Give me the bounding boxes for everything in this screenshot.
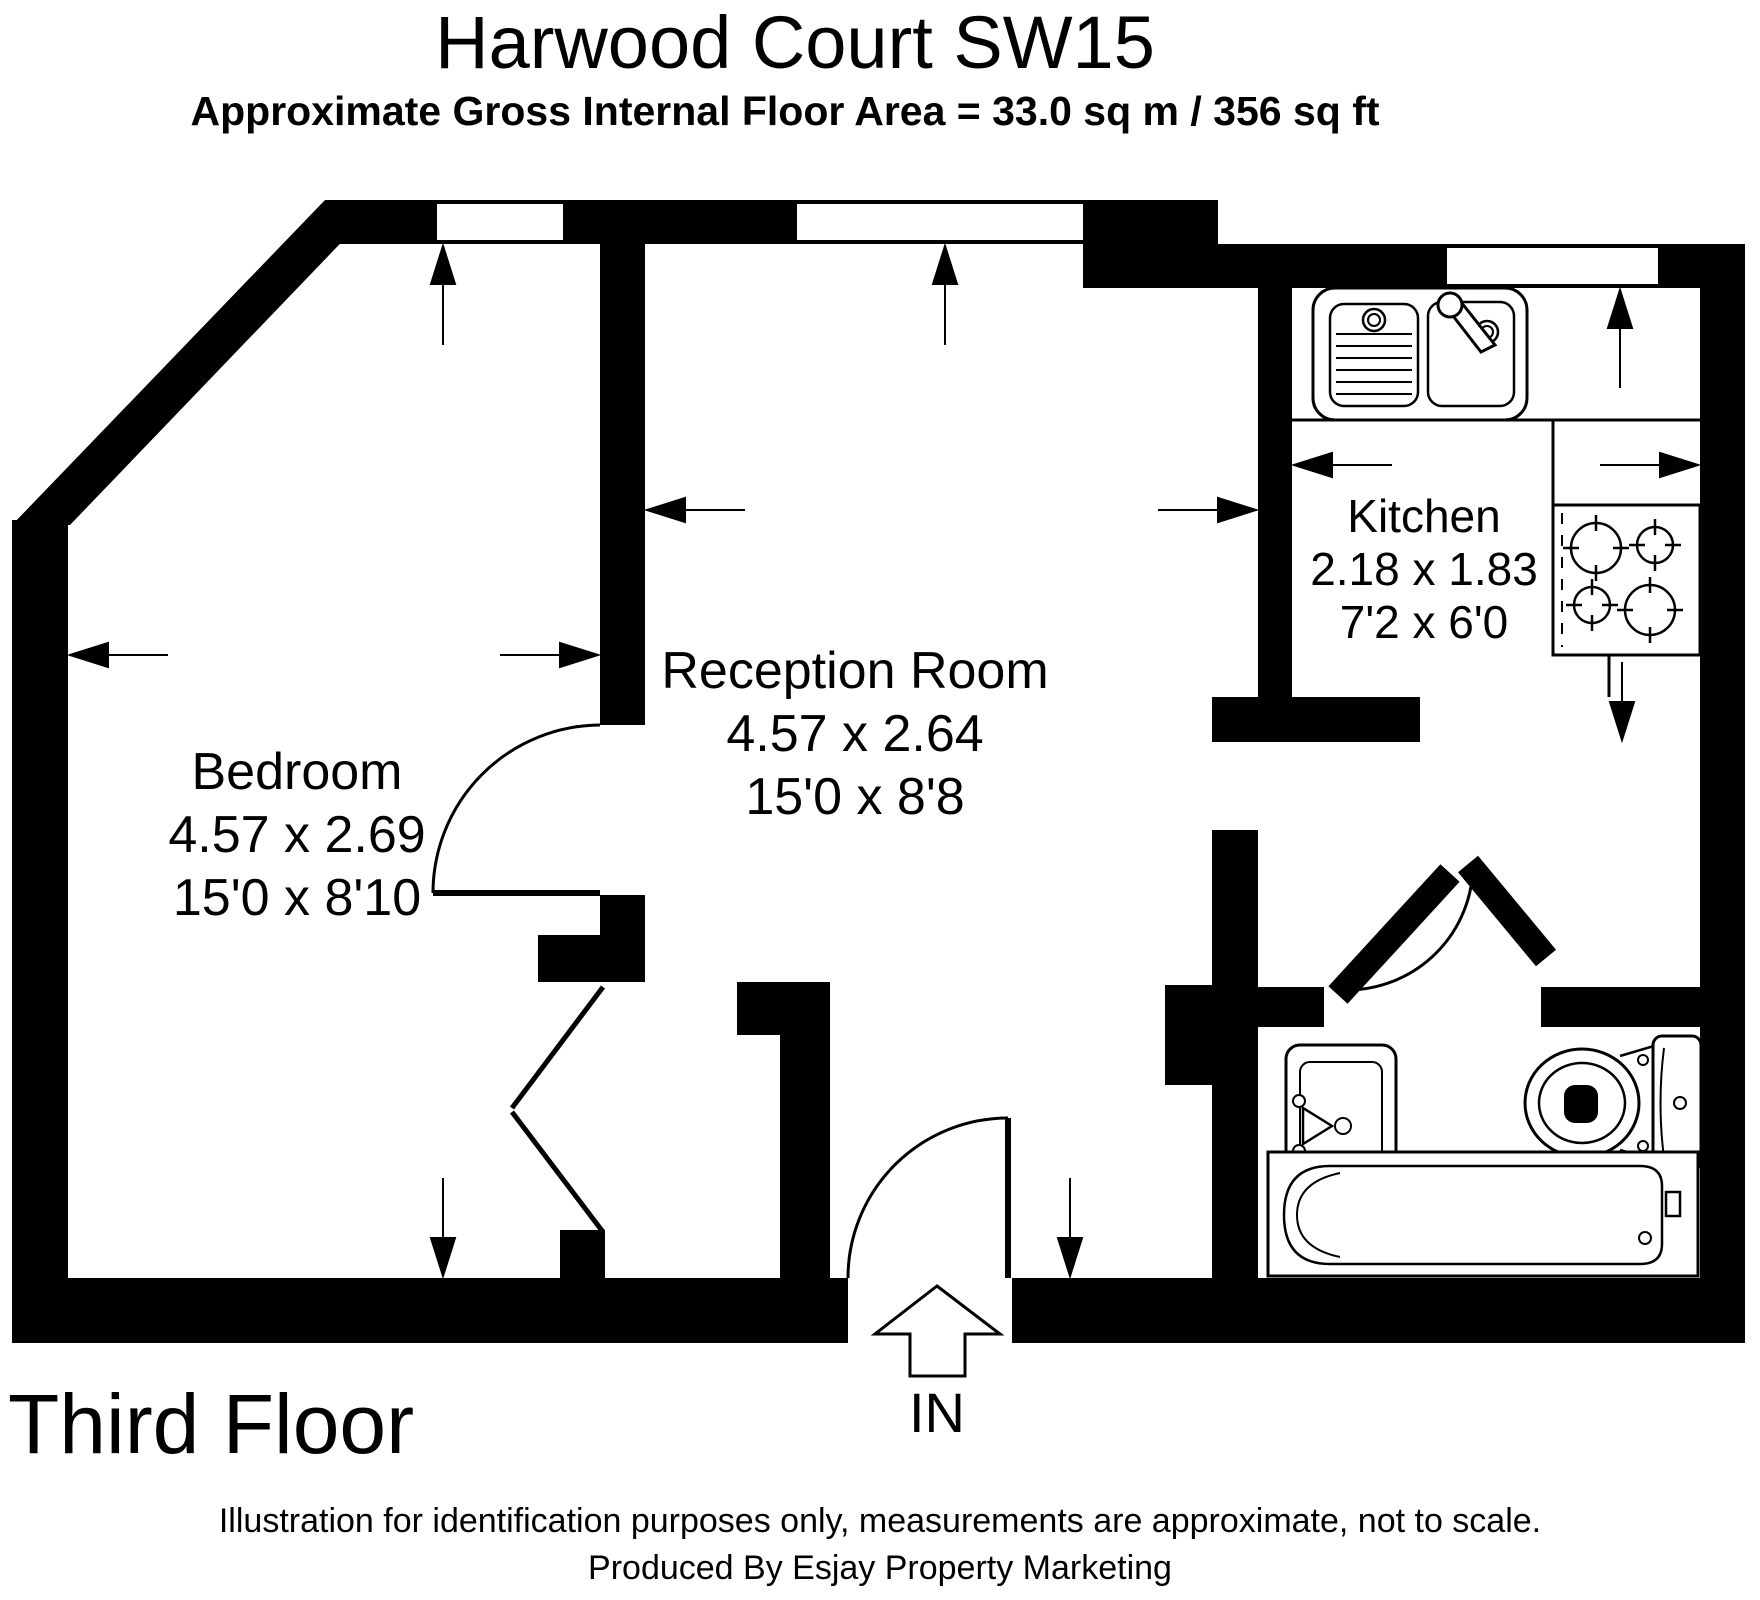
reception-metric-dimensions: 4.57 x 2.64 xyxy=(726,705,984,763)
disclaimer-text: Illustration for identification purposes only, measurements are approximate, not to scale. xyxy=(218,1502,1542,1540)
toilet-icon xyxy=(1525,1036,1701,1170)
entrance-in-label: IN xyxy=(909,1381,965,1444)
stove-icon xyxy=(1553,505,1700,697)
bedroom-label xyxy=(168,741,425,930)
bathtub-icon xyxy=(1268,1152,1698,1276)
entrance-door-swing xyxy=(848,1118,1008,1278)
entrance-in-arrow-icon xyxy=(875,1286,1000,1376)
bedroom-imperial-dimensions: 15'0 x 8'10 xyxy=(172,869,422,927)
diagonal-wall xyxy=(12,200,382,525)
window-icon xyxy=(437,200,563,204)
bedroom-metric-dimensions: 4.57 x 2.69 xyxy=(168,806,426,864)
kitchen-metric-dimensions: 2.18 x 1.83 xyxy=(1310,543,1538,595)
wardrobe-door-leaf xyxy=(512,1112,603,1232)
kitchen-sink xyxy=(1292,288,1700,505)
kitchen-imperial-dimensions: 7'2 x 6'0 xyxy=(1339,596,1509,648)
page-title: Harwood Court SW15 xyxy=(435,1,1155,84)
sink-drainboard xyxy=(1330,304,1418,406)
floor-area-subtitle: Approximate Gross Internal Floor Area = 33.0 sq m / 356 sq ft xyxy=(190,88,1380,134)
kitchen-label xyxy=(1310,490,1538,649)
window-icon xyxy=(1447,244,1658,248)
bedroom-door-swing xyxy=(433,725,600,893)
window-icon xyxy=(797,200,1083,204)
bathroom-door-walls xyxy=(1338,864,1546,995)
floor-name-label: Third Floor xyxy=(8,1377,415,1471)
kitchen-name: Kitchen xyxy=(1347,490,1501,542)
bedroom-name: Bedroom xyxy=(191,743,403,801)
reception-imperial-dimensions: 15'0 x 8'8 xyxy=(745,768,965,826)
wardrobe-door-leaf xyxy=(512,987,603,1108)
producer-credit-text: Produced By Esjay Property Marketing xyxy=(588,1549,1172,1587)
reception-room-label xyxy=(661,640,1048,829)
reception-name: Reception Room xyxy=(661,642,1049,700)
